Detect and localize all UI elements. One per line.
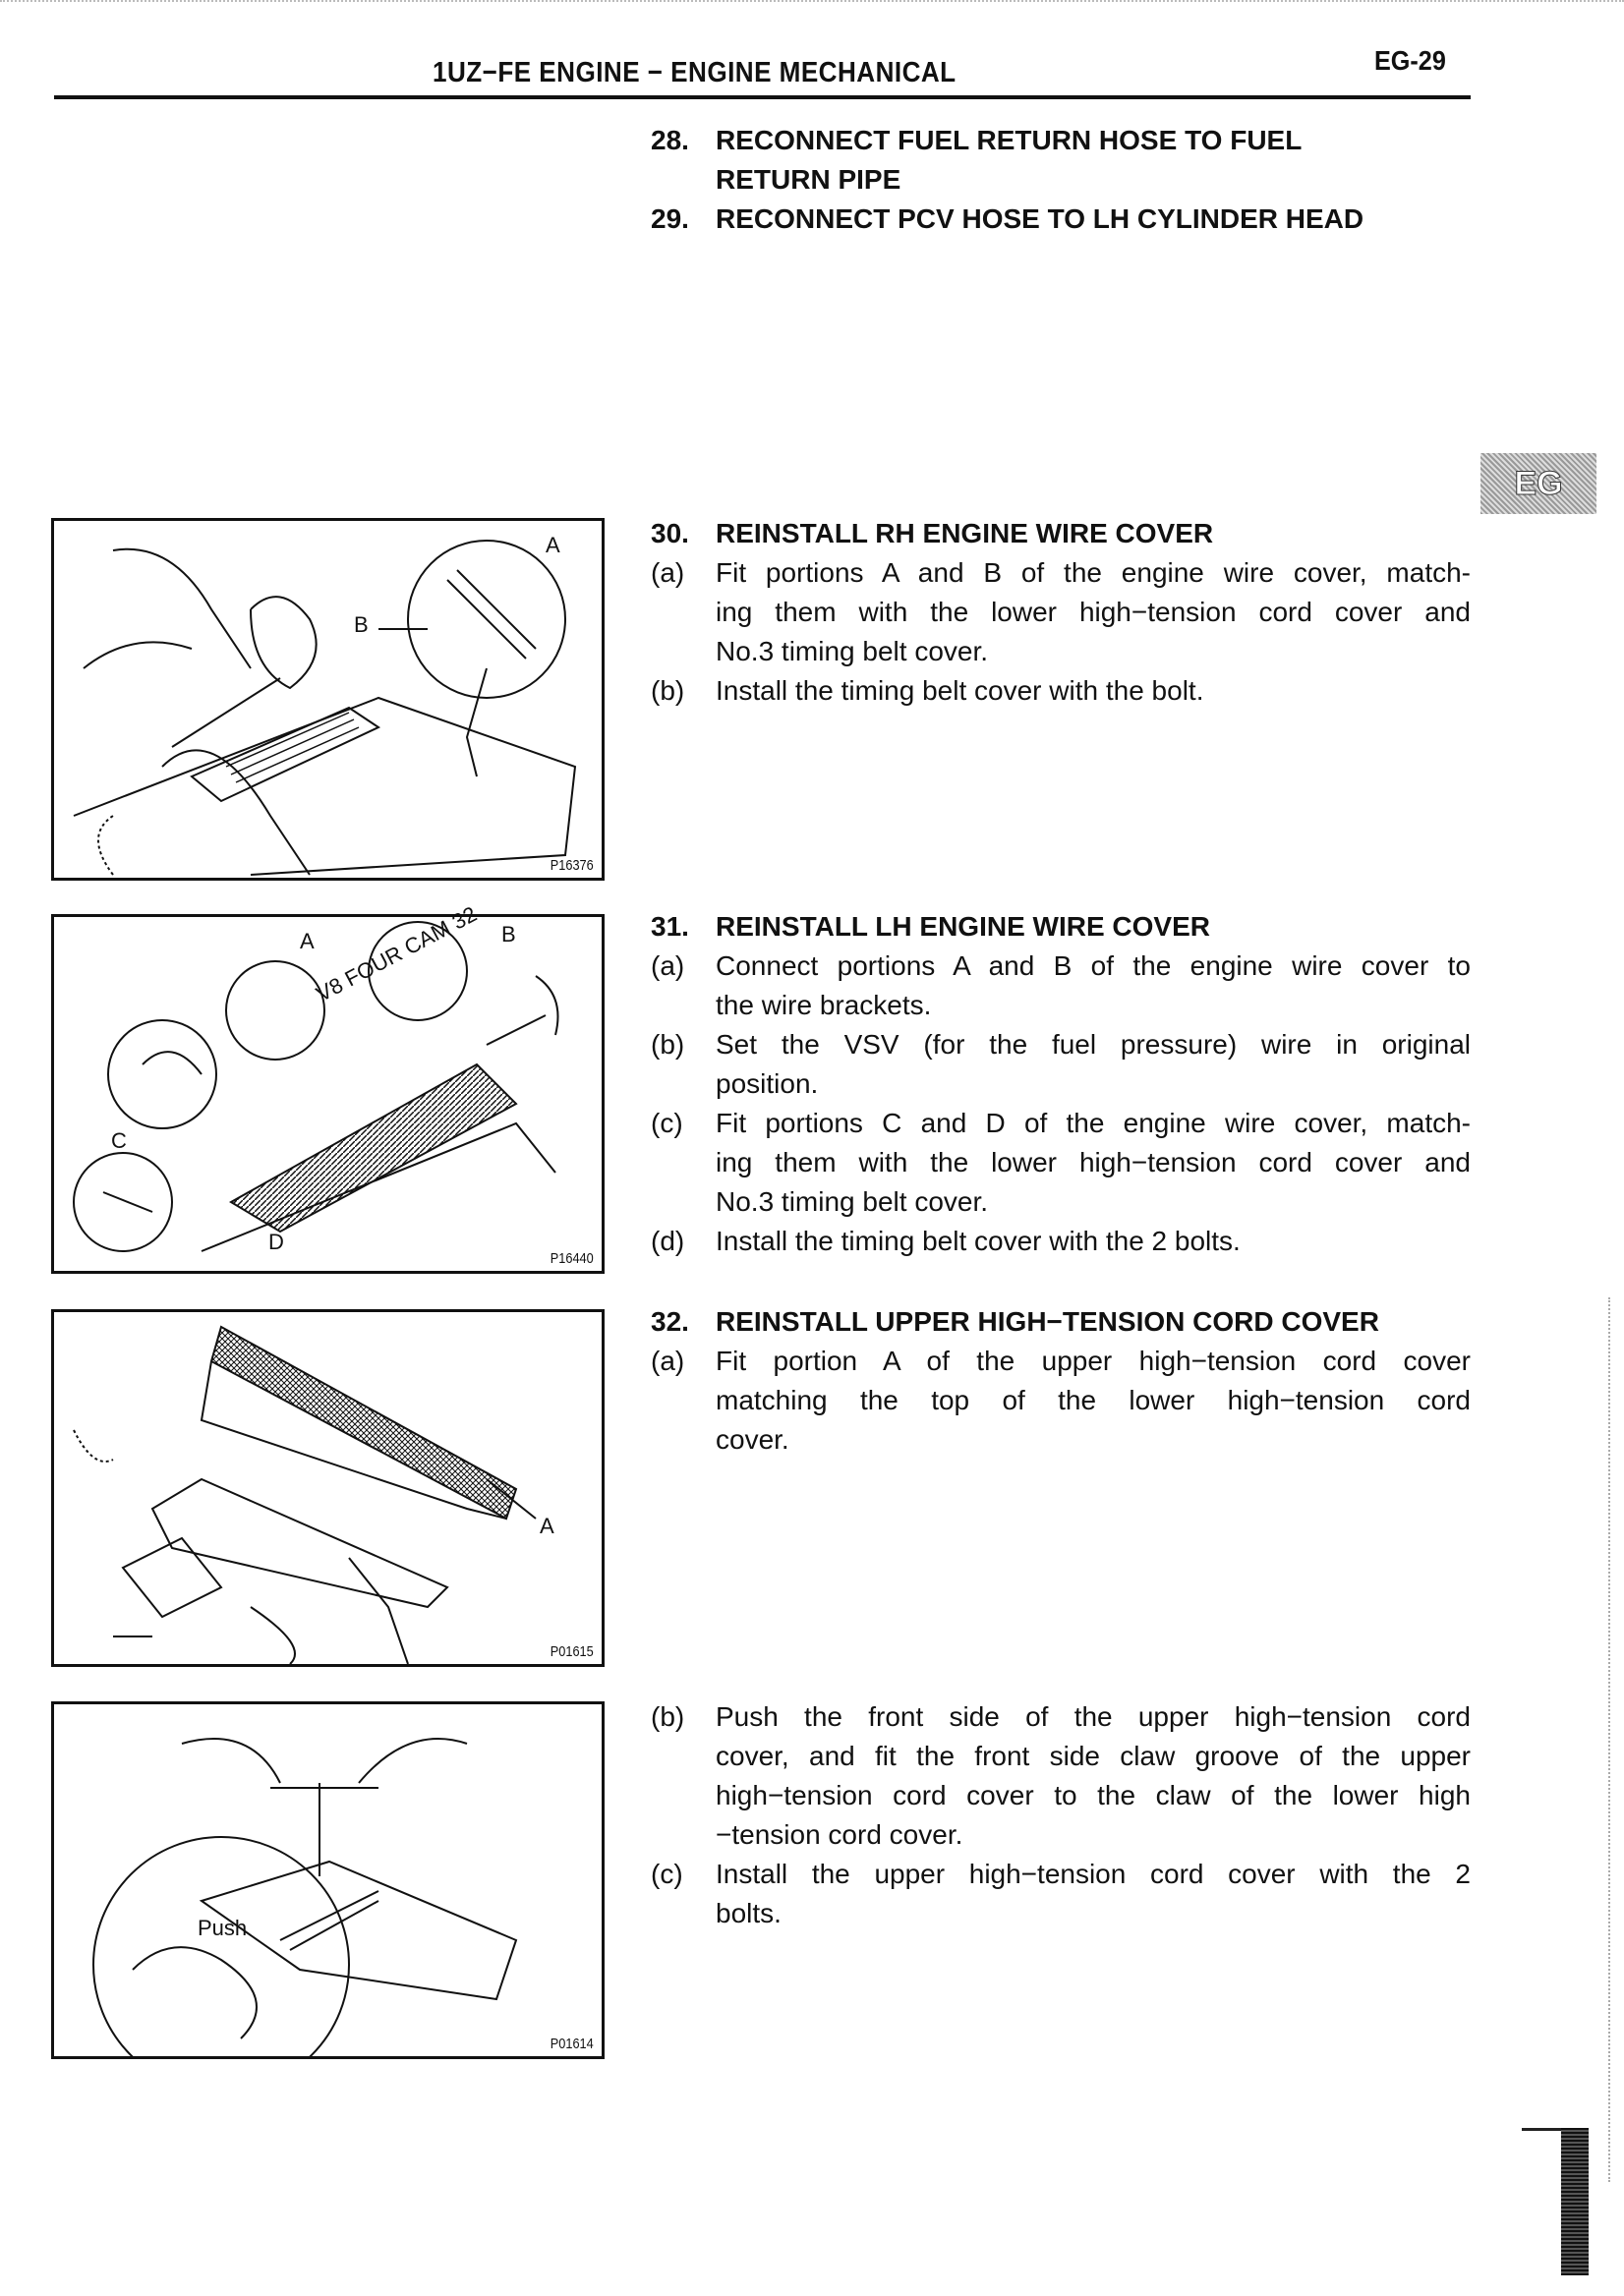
step-29: [651, 200, 1471, 239]
engine-illustration: [54, 1704, 602, 2056]
step-28: [651, 121, 1471, 200]
step-31: [651, 907, 1471, 1261]
text-line: No.3 timing belt cover.: [716, 636, 989, 666]
figure-upper-cord-cover-a: [51, 1309, 605, 1667]
callout-a: A: [546, 533, 560, 557]
substep-a: [651, 1342, 1471, 1460]
text-line: position.: [716, 1068, 819, 1099]
substep-c: [651, 1855, 1471, 1933]
figure-code: P01614: [551, 2036, 594, 2052]
title-line: REINSTALL UPPER HIGH−TENSION CORD COVER: [716, 1306, 1379, 1337]
step-number: 32.: [651, 1306, 689, 1337]
step-title: [716, 907, 1471, 947]
text-line: Set the VSV (for the fuel pressure) wire in original: [716, 1029, 1471, 1060]
title-line: REINSTALL LH ENGINE WIRE COVER: [716, 911, 1210, 942]
text-line: ing them with the lower high−tension cord cover and: [716, 1147, 1471, 1177]
figure-code: P01615: [551, 1643, 594, 1660]
callout-b: B: [501, 922, 516, 947]
engine-badge-text: V8 FOUR CAM 32: [312, 901, 481, 1007]
step-number: 28.: [651, 125, 689, 155]
figure-code: P16376: [551, 857, 594, 874]
text-line: Install the upper high−tension cord cover with the 2: [716, 1859, 1471, 1889]
text-line: Install the timing belt cover with the 2 bolts.: [716, 1226, 1241, 1256]
figure-rh-wire-cover: [51, 518, 605, 881]
binder-edge-mark: [1561, 2128, 1589, 2275]
page-number: EG-29: [1374, 45, 1446, 76]
text-line: No.3 timing belt cover.: [716, 1186, 989, 1217]
substep-label: (c): [651, 1859, 683, 1889]
substep-label: (a): [651, 950, 685, 981]
text-line: cover.: [716, 1424, 789, 1455]
figure-lh-wire-cover: [51, 901, 605, 1274]
title-line: RECONNECT FUEL RETURN HOSE TO FUEL: [716, 125, 1303, 155]
step-32: [651, 1302, 1471, 1460]
push-label: Push: [198, 1916, 248, 1940]
figure-upper-cord-cover-push: [51, 1701, 605, 2059]
section-tab: EG: [1480, 453, 1596, 514]
substep-label: (c): [651, 1108, 683, 1138]
engine-illustration: [54, 917, 602, 1271]
callout-b: B: [354, 612, 369, 637]
text-line: ing them with the lower high−tension cord cover and: [716, 597, 1471, 627]
text-line: Fit portions C and D of the engine wire cover, match-: [716, 1108, 1471, 1138]
step-title: [716, 1302, 1471, 1342]
substep-label: (b): [651, 675, 685, 706]
text-line: cover, and fit the front side claw groove of the upper: [716, 1741, 1471, 1771]
text-line: Install the timing belt cover with the bolt.: [716, 675, 1204, 706]
substep-a: [651, 553, 1471, 671]
callout-a: A: [540, 1514, 554, 1538]
page-header-title: 1UZ−FE ENGINE − ENGINE MECHANICAL: [433, 57, 957, 88]
engine-illustration: [54, 1312, 602, 1664]
substep-b: [651, 671, 1471, 711]
substep-b: [651, 1025, 1471, 1104]
scan-edge-dots: [0, 0, 1624, 4]
substep-label: (b): [651, 1701, 685, 1732]
text-line: Fit portion A of the upper high−tension cord cover: [716, 1346, 1471, 1376]
step-number: 30.: [651, 518, 689, 548]
substep-label: (d): [651, 1226, 685, 1256]
text-line: high−tension cord cover to the claw of the lower high: [716, 1780, 1471, 1810]
substep-c: [651, 1104, 1471, 1222]
callout-d: D: [268, 1230, 284, 1254]
title-line: RETURN PIPE: [716, 164, 901, 195]
substep-label: (b): [651, 1029, 685, 1060]
callout-a: A: [300, 929, 315, 953]
header-rule: [54, 95, 1471, 99]
scan-edge-dots-right: [1608, 1297, 1612, 2182]
step-number: 31.: [651, 911, 689, 942]
step-title: [716, 121, 1471, 200]
figure-code: P16440: [551, 1250, 594, 1267]
text-line: Push the front side of the upper high−tension cord: [716, 1701, 1471, 1732]
text-line: matching the top of the lower high−tension cord: [716, 1385, 1471, 1415]
step-32-continued: [651, 1697, 1471, 1933]
step-title: [716, 514, 1471, 553]
text-line: the wire brackets.: [716, 990, 932, 1020]
step-30: [651, 514, 1471, 711]
substep-a: [651, 947, 1471, 1025]
callout-c: C: [111, 1128, 127, 1153]
text-line: Connect portions A and B of the engine wire cover to: [716, 950, 1471, 981]
engine-illustration: [54, 521, 602, 878]
substep-b: [651, 1697, 1471, 1855]
step-number: 29.: [651, 203, 689, 234]
text-line: Fit portions A and B of the engine wire cover, match-: [716, 557, 1471, 588]
title-line: RECONNECT PCV HOSE TO LH CYLINDER HEAD: [716, 203, 1364, 234]
title-line: REINSTALL RH ENGINE WIRE COVER: [716, 518, 1214, 548]
text-line: −tension cord cover.: [716, 1819, 963, 1850]
substep-label: (a): [651, 1346, 685, 1376]
step-title: [716, 200, 1471, 239]
substep-d: [651, 1222, 1471, 1261]
text-line: bolts.: [716, 1898, 782, 1928]
substep-label: (a): [651, 557, 685, 588]
